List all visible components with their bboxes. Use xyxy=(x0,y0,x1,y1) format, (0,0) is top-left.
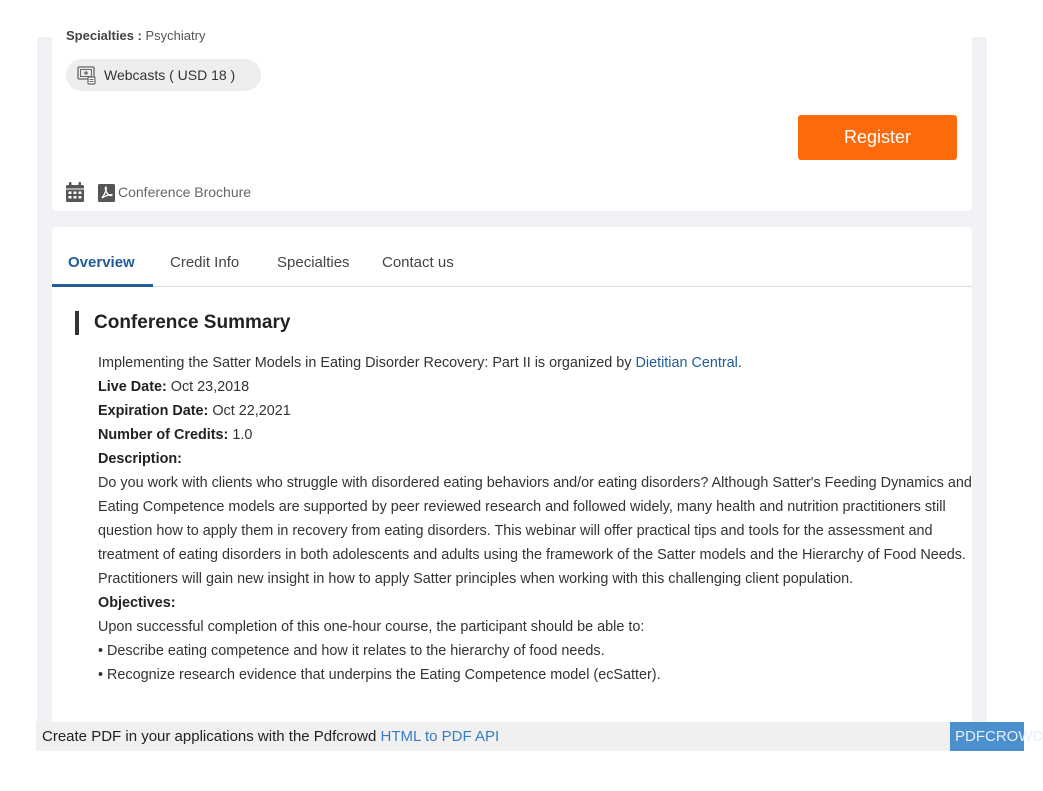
objectives-label: Objectives: xyxy=(98,595,176,611)
details-tabs xyxy=(52,238,972,287)
webcast-price-label: Webcasts ( USD 18 ) xyxy=(104,67,236,83)
live-date-label: Live Date: xyxy=(98,379,167,395)
summary-intro xyxy=(98,351,978,375)
calendar-icon[interactable] xyxy=(66,182,84,202)
specialties-value: Psychiatry xyxy=(145,28,206,43)
summary-intro-end: . xyxy=(737,355,742,371)
tab-overview[interactable]: Overview xyxy=(68,253,135,271)
specialties-line xyxy=(66,28,206,43)
credits-value: 1.0 xyxy=(232,427,253,443)
pdfcrowd-badge[interactable]: PDFCROWD xyxy=(950,722,1024,751)
expiration-date-label: Expiration Date: xyxy=(98,403,209,419)
expiration-date-row xyxy=(98,399,978,423)
tab-specialties[interactable]: Specialties xyxy=(277,253,350,271)
section-title-accent xyxy=(75,311,79,335)
webcast-icon xyxy=(77,65,97,85)
expiration-date-value: Oct 22,2021 xyxy=(212,403,291,419)
description-text: Do you work with clients who struggle with disordered eating behaviors and/or eating disorders? Although Satter's Feeding Dynamics and Eating Competence models are supported by peer reviewed research and followed widely, many health and nutrition practitioners still question how to apply them in recovery from eating disorders. This webinar will offer practical tips and tools for the assessment and treatment of eating disorders in both adolescents and adults using the framework of the Satter models and the Hierarchy of Food Needs. Practitioners will gain new insight in how to apply Satter principles when working with this challenging client population. xyxy=(98,475,972,587)
credits-row xyxy=(98,423,978,447)
pdf-icon[interactable] xyxy=(98,184,115,202)
objectives-heading xyxy=(98,591,978,615)
register-button[interactable]: Register xyxy=(798,115,957,160)
section-title: Conference Summary xyxy=(94,312,291,333)
active-tab-indicator xyxy=(52,284,153,287)
specialties-label: Specialties : xyxy=(66,28,142,43)
description-heading xyxy=(98,447,978,471)
organizer-link[interactable]: Dietitian Central xyxy=(635,355,738,371)
objectives-intro: Upon successful completion of this one-hour course, the participant should be able to: xyxy=(98,619,645,635)
tab-credit-info[interactable]: Credit Info xyxy=(170,253,240,271)
tab-contact-us[interactable]: Contact us xyxy=(382,253,454,271)
credits-label: Number of Credits: xyxy=(98,427,229,443)
conference-summary-body xyxy=(98,351,978,687)
webcast-price-pill[interactable] xyxy=(66,59,261,91)
html-to-pdf-api-link[interactable]: HTML to PDF API xyxy=(380,728,500,745)
objective-item: • Recognize research evidence that underpins the Eating Competence model (ecSatter). xyxy=(98,667,661,683)
pdfcrowd-footer-text xyxy=(42,728,499,745)
footer-text: Create PDF in your applications with the Pdfcrowd xyxy=(42,728,381,745)
summary-intro-text: Implementing the Satter Models in Eating Disorder Recovery: Part II is organized by xyxy=(98,355,636,371)
description-label: Description: xyxy=(98,451,182,467)
conference-brochure-link[interactable]: Conference Brochure xyxy=(118,184,252,200)
live-date-row xyxy=(98,375,978,399)
objective-item: • Describe eating competence and how it relates to the hierarchy of food needs. xyxy=(98,643,605,659)
live-date-value: Oct 23,2018 xyxy=(170,379,250,395)
